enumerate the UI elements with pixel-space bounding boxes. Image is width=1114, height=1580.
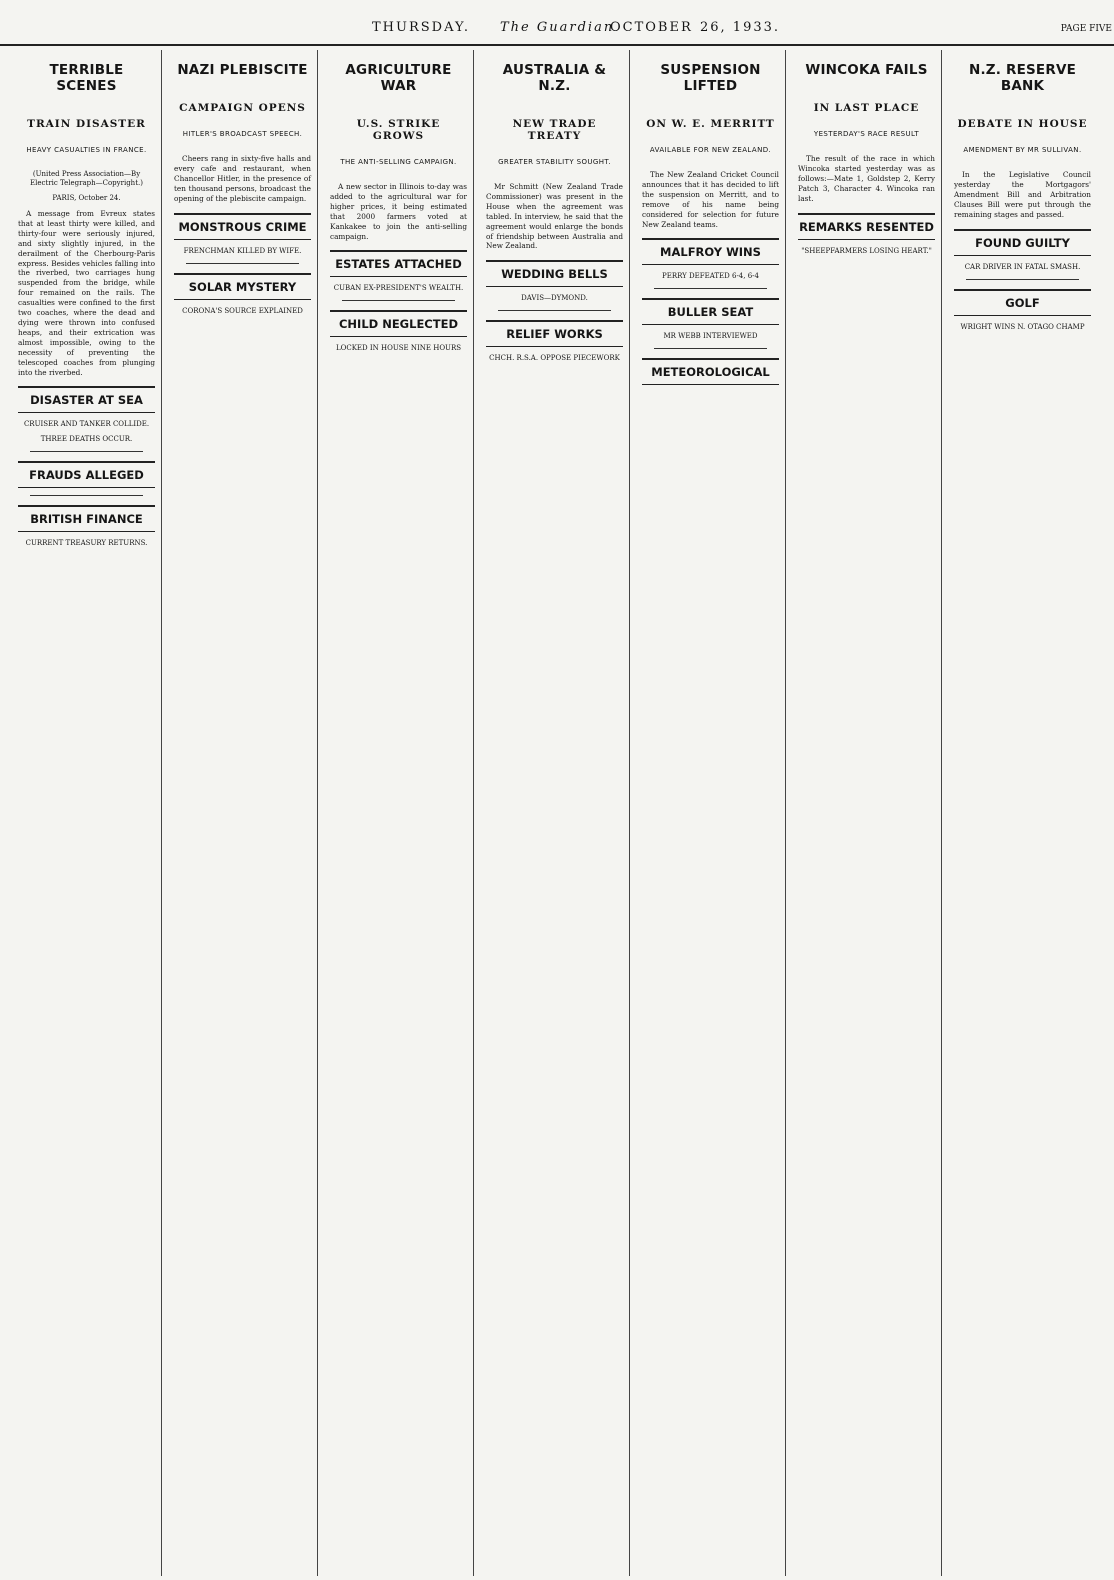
month: OCTOBER bbox=[610, 20, 693, 35]
headline-3: CHILD NEGLECTED bbox=[330, 310, 467, 337]
headline-2: REMARKS RESENTED bbox=[798, 213, 935, 240]
credit: (United Press Association—By Electric Telegraph—Copyright.) bbox=[30, 170, 143, 187]
subhead-2: "SHEEPFARMERS LOSING HEART." bbox=[801, 246, 932, 255]
subhead-2: CAR DRIVER IN FATAL SMASH. bbox=[964, 262, 1081, 271]
subhead-3: CHCH. R.S.A. OPPOSE PIECEWORK bbox=[489, 354, 620, 363]
subhead-3: CORONA'S SOURCE EXPLAINED bbox=[182, 306, 303, 315]
date: 26, 1933. bbox=[700, 20, 781, 35]
dateline: PARIS, October 24. bbox=[52, 194, 121, 202]
headline-3: GOLF bbox=[954, 289, 1091, 316]
subheadline: TRAIN DISASTER bbox=[27, 118, 146, 130]
subhead-3: WRIGHT WINS N. OTAGO CHAMP bbox=[960, 322, 1085, 331]
masthead bbox=[0, 0, 1114, 46]
subheadline: ON W. E. MERRITT bbox=[646, 118, 775, 130]
separator bbox=[654, 348, 767, 349]
separator bbox=[30, 451, 143, 452]
headline-2: DISASTER AT SEA bbox=[18, 386, 155, 413]
subheadline: CAMPAIGN OPENS bbox=[179, 102, 306, 114]
separator bbox=[498, 310, 611, 311]
headline-4: METEOROLOGICAL bbox=[642, 358, 779, 385]
paper-title: The Guardian bbox=[500, 20, 615, 35]
article-text: A message from Evreux states that at least thirty were killed, and thirty-four were seriously injured, and sixty slightly injured, in the derailment of the Cherbourg-Paris express. Besides vehicles falling into the riverbed, two carriages hung suspended from the bridge, while four remained on the rails. The casualties were confined to the first two coaches, where the dead and dying were thrown into confused heaps, and their extrication was almost impossible, owing to the necessity of preventing the telescoped coaches from plunging into the riverbed. bbox=[18, 209, 155, 377]
headline: TERRIBLE SCENES bbox=[49, 62, 124, 94]
subheadline-small: HITLER'S BROADCAST SPEECH. bbox=[182, 130, 303, 138]
subhead-3: MR WEBB INTERVIEWED bbox=[663, 332, 758, 341]
article-text: A new sector in Illinois to-day was added to the agricultural war for higher prices, it being estimated that 2000 farmers voted at Kankakee to join the anti-selling campaign. bbox=[330, 182, 467, 241]
column-6 bbox=[794, 50, 942, 1576]
day: THURSDAY. bbox=[372, 20, 470, 35]
subhead-2: FRENCHMAN KILLED BY WIFE. bbox=[183, 246, 302, 255]
headline: AGRICULTURE WAR bbox=[345, 62, 452, 94]
column-1 bbox=[14, 50, 162, 1576]
headline-2: WEDDING BELLS bbox=[486, 260, 623, 287]
separator bbox=[30, 495, 143, 496]
subheadline-small: AMENDMENT BY MR SULLIVAN. bbox=[963, 146, 1082, 154]
separator bbox=[186, 263, 299, 264]
column-5 bbox=[638, 50, 786, 1576]
headline: N.Z. RESERVE BANK bbox=[968, 62, 1077, 94]
column-3 bbox=[326, 50, 474, 1576]
column-7 bbox=[950, 50, 1097, 1576]
headline-2: MALFROY WINS bbox=[642, 238, 779, 265]
subhead-3: THREE DEATHS OCCUR. bbox=[40, 435, 133, 444]
headline: NAZI PLEBISCITE bbox=[177, 62, 308, 78]
subheadline: U.S. STRIKE GROWS bbox=[356, 118, 441, 142]
subheadline: IN LAST PLACE bbox=[813, 102, 920, 114]
headline-2: ESTATES ATTACHED bbox=[330, 250, 467, 277]
subhead-2: DAVIS—DYMOND. bbox=[521, 294, 588, 303]
subhead-4: CURRENT TREASURY RETURNS. bbox=[25, 539, 148, 548]
headline-3: FRAUDS ALLEGED bbox=[18, 461, 155, 488]
article-text: Cheers rang in sixty-five halls and every cafe and restaurant, when Chancellor Hitler, in the presence of ten thousand persons, broadcast the opening of the plebiscite campaign. bbox=[174, 154, 311, 203]
headline-3: BULLER SEAT bbox=[642, 298, 779, 325]
headline-2: FOUND GUILTY bbox=[954, 229, 1091, 256]
headline: WINCOKA FAILS bbox=[805, 62, 928, 78]
article-columns bbox=[14, 50, 1110, 1576]
column-4 bbox=[482, 50, 630, 1576]
subheadline-small: GREATER STABILITY SOUGHT. bbox=[498, 158, 611, 166]
headline-2: MONSTROUS CRIME bbox=[174, 213, 311, 240]
article-text: In the Legislative Council yesterday the Mortgagors' Amendment Bill and Arbitration Clauses Bill were put through the remaining stages and passed. bbox=[954, 170, 1091, 219]
subheadline-small: YESTERDAY'S RACE RESULT bbox=[813, 130, 920, 138]
subhead-2: CUBAN EX-PRESIDENT'S WEALTH. bbox=[333, 284, 464, 293]
subheadline-small: AVAILABLE FOR NEW ZEALAND. bbox=[649, 146, 772, 154]
article-text: Mr Schmitt (New Zealand Trade Commissioner) was present in the House when the agreement was tabled. In interview, he said that the agreement would enlarge the bonds of friendship between Australia and New Zealand. bbox=[486, 182, 623, 251]
subhead-3: LOCKED IN HOUSE NINE HOURS bbox=[335, 344, 462, 353]
subhead-2: CRUISER AND TANKER COLLIDE. bbox=[23, 420, 150, 429]
headline: SUSPENSION LIFTED bbox=[660, 62, 761, 94]
separator bbox=[654, 288, 767, 289]
article-text: The result of the race in which Wincoka started yesterday was as follows:—Mate 1, Goldstep 2, Kerry Patch 3, Character 4. Wincoka ran last. bbox=[798, 154, 935, 203]
separator bbox=[966, 279, 1079, 280]
subheadline-small: HEAVY CASUALTIES IN FRANCE. bbox=[26, 146, 147, 154]
page-number: PAGE FIVE bbox=[1060, 24, 1112, 34]
headline-4: BRITISH FINANCE bbox=[18, 505, 155, 532]
subheadline-small: THE ANTI-SELLING CAMPAIGN. bbox=[340, 158, 457, 166]
article-text: The New Zealand Cricket Council announces that it has decided to lift the suspension on Merritt, and to remove of his name being considered for selection for future New Zealand teams. bbox=[642, 170, 779, 229]
subheadline: DEBATE IN HOUSE bbox=[957, 118, 1088, 130]
column-2 bbox=[170, 50, 318, 1576]
headline-3: RELIEF WORKS bbox=[486, 320, 623, 347]
headline-3: SOLAR MYSTERY bbox=[174, 273, 311, 300]
separator bbox=[342, 300, 455, 301]
headline: AUSTRALIA & N.Z. bbox=[502, 62, 607, 94]
subhead-2: PERRY DEFEATED 6-4, 6-4 bbox=[662, 272, 759, 281]
subheadline: NEW TRADE TREATY bbox=[512, 118, 597, 142]
